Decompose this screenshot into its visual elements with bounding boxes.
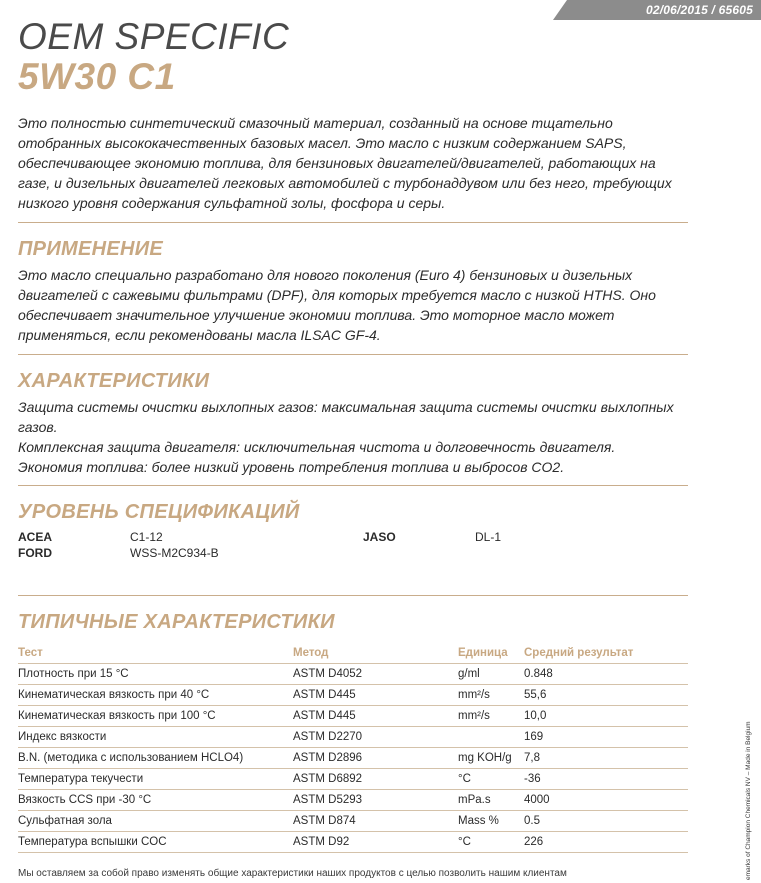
trademark-note: emarks of Champion Chemicals NV – Made in Belgium xyxy=(745,721,752,880)
application-paragraph xyxy=(18,265,688,345)
spec-row xyxy=(18,530,688,546)
method-cell: ASTM D874 xyxy=(293,811,458,832)
specs-heading: УРОВЕНЬ СПЕЦИФИКАЦИЙ xyxy=(18,501,300,523)
table-header-row xyxy=(18,643,688,664)
divider xyxy=(18,354,688,355)
test-cell: Сульфатная зола xyxy=(18,811,293,832)
result-cell: 10,0 xyxy=(524,706,688,727)
date-tab xyxy=(553,0,761,20)
unit-cell: mm²/s xyxy=(458,685,524,706)
column-header: Средний результат xyxy=(524,643,688,664)
spec-label: JASO xyxy=(363,530,396,544)
unit-cell: mPa.s xyxy=(458,790,524,811)
characteristic-line: Комплексная защита двигателя: исключительная чистота и долговечность двигателя. xyxy=(18,439,616,455)
table-row xyxy=(18,832,688,853)
table-row xyxy=(18,748,688,769)
method-cell: ASTM D6892 xyxy=(293,769,458,790)
divider xyxy=(18,595,688,596)
test-cell: Вязкость CCS при -30 °C xyxy=(18,790,293,811)
spec-row xyxy=(18,546,688,562)
table-row xyxy=(18,664,688,685)
product-grade-title: 5W30 C1 xyxy=(18,56,176,97)
result-cell: -36 xyxy=(524,769,688,790)
intro-paragraph xyxy=(18,113,688,213)
result-cell: 4000 xyxy=(524,790,688,811)
spec-value: C1-12 xyxy=(130,530,163,544)
unit-cell: mg KOH/g xyxy=(458,748,524,769)
date-code: 02/06/2015 / 65605 xyxy=(645,3,753,17)
unit-cell: Mass % xyxy=(458,811,524,832)
test-cell: Температура вспышки COC xyxy=(18,832,293,853)
result-cell: 7,8 xyxy=(524,748,688,769)
divider xyxy=(18,222,688,223)
test-cell: Кинематическая вязкость при 100 °C xyxy=(18,706,293,727)
test-cell: Плотность при 15 °C xyxy=(18,664,293,685)
table-row xyxy=(18,685,688,706)
intro-text: Это полностью синтетический смазочный материал, созданный на основе тщательно отобранных высококачественных базовых масел. Это масло с низким содержанием SAPS, обеспечивающее экономию топлива, для бензиновых двигателей/двигателей, работающих на газе, и дизельных двигателей легковых автомобилей с турбонаддувом или без него, требующих низкого уровня содержания сульфатной золы, фосфора и серы. xyxy=(18,115,672,211)
spec-value: WSS-M2C934-B xyxy=(130,546,219,560)
result-cell: 226 xyxy=(524,832,688,853)
product-series-title: OEM SPECIFIC xyxy=(18,16,290,57)
typical-heading: ТИПИЧНЫЕ ХАРАКТЕРИСТИКИ xyxy=(18,611,335,633)
test-cell: B.N. (методика с использованием HCLO4) xyxy=(18,748,293,769)
spec-label: ACEA xyxy=(18,530,53,544)
characteristics-heading: ХАРАКТЕРИСТИКИ xyxy=(18,370,210,392)
unit-cell xyxy=(458,727,524,748)
application-heading: ПРИМЕНЕНИЕ xyxy=(18,238,164,260)
column-header: Единица xyxy=(458,643,524,664)
test-cell: Температура текучести xyxy=(18,769,293,790)
result-cell: 0.848 xyxy=(524,664,688,685)
method-cell: ASTM D92 xyxy=(293,832,458,853)
disclaimer-text: Мы оставляем за собой право изменять общие характеристики наших продуктов с целью позволить нашим клиентам xyxy=(18,868,567,879)
method-cell: ASTM D445 xyxy=(293,706,458,727)
test-cell: Кинематическая вязкость при 40 °C xyxy=(18,685,293,706)
table-row xyxy=(18,727,688,748)
column-header: Тест xyxy=(18,643,293,664)
spec-label: FORD xyxy=(18,546,52,560)
spec-value: DL-1 xyxy=(475,530,502,544)
unit-cell: mm²/s xyxy=(458,706,524,727)
test-cell: Индекс вязкости xyxy=(18,727,293,748)
table-row xyxy=(18,811,688,832)
characteristic-line: Защита системы очистки выхлопных газов: максимальная защита системы очистки выхлопных газов. xyxy=(18,399,674,435)
method-cell: ASTM D445 xyxy=(293,685,458,706)
method-cell: ASTM D2896 xyxy=(293,748,458,769)
properties-table xyxy=(18,643,688,853)
divider xyxy=(18,485,688,486)
characteristic-line: Экономия топлива: более низкий уровень потребления топлива и выбросов CO2. xyxy=(18,459,565,475)
table-row xyxy=(18,769,688,790)
result-cell: 0.5 xyxy=(524,811,688,832)
method-cell: ASTM D4052 xyxy=(293,664,458,685)
unit-cell: g/ml xyxy=(458,664,524,685)
application-text: Это масло специально разработано для нового поколения (Euro 4) бензиновых и дизельных двигателей с сажевыми фильтрами (DPF), для которых требуется масло с низкой HTHS. Оно обеспечивает значительное улучшение экономии топлива. Это моторное масло может применяться, если рекомендованы масла ILSAC GF-4. xyxy=(18,267,656,343)
unit-cell: °C xyxy=(458,769,524,790)
table-row xyxy=(18,706,688,727)
method-cell: ASTM D5293 xyxy=(293,790,458,811)
characteristics-paragraph xyxy=(18,397,688,477)
result-cell: 55,6 xyxy=(524,685,688,706)
column-header: Метод xyxy=(293,643,458,664)
table-row xyxy=(18,790,688,811)
method-cell: ASTM D2270 xyxy=(293,727,458,748)
specs-grid xyxy=(18,530,688,562)
unit-cell: °C xyxy=(458,832,524,853)
result-cell: 169 xyxy=(524,727,688,748)
